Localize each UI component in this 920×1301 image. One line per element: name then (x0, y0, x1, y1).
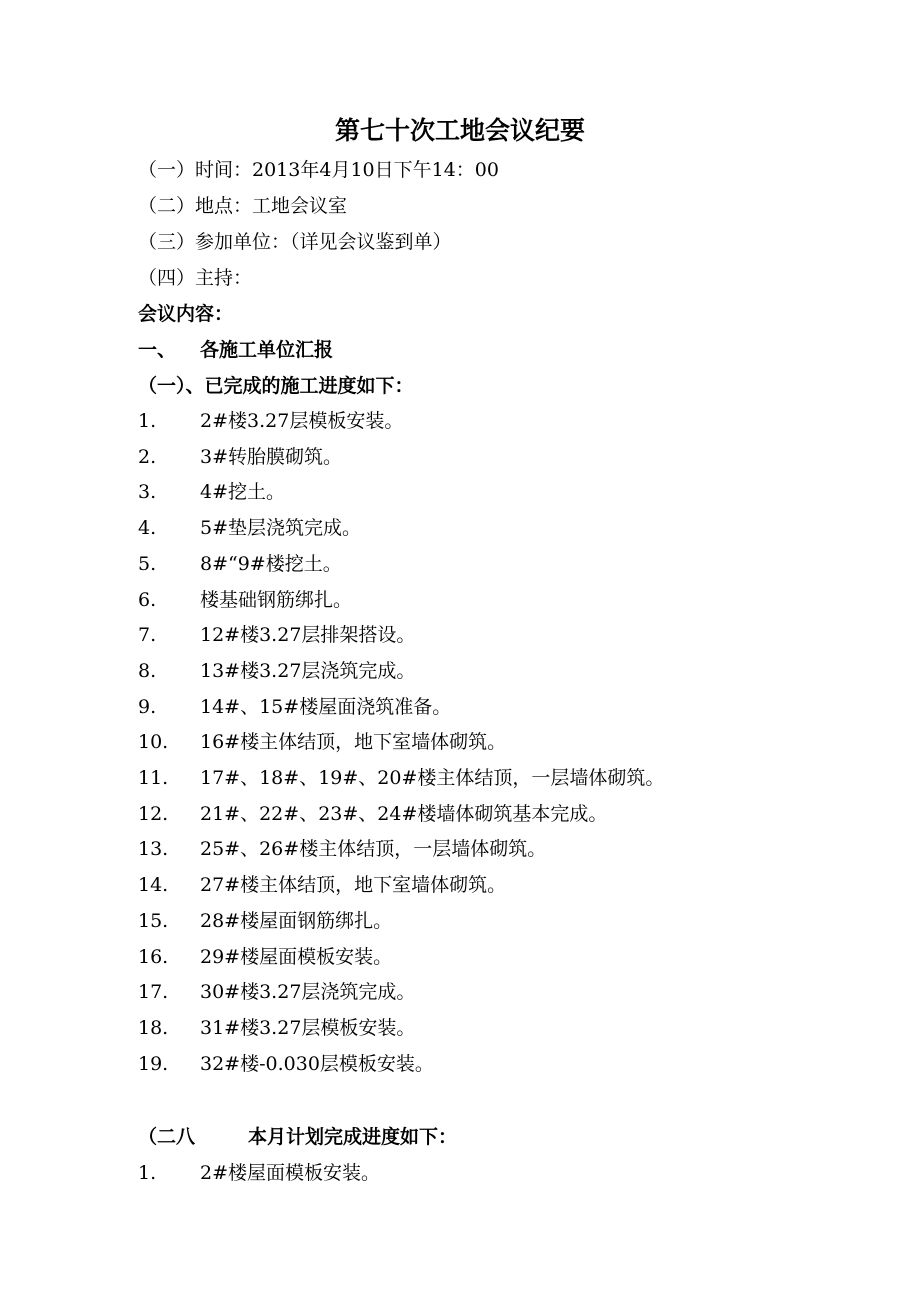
section-title: 各施工单位汇报 (200, 339, 334, 361)
list-item-number: 11. (138, 767, 169, 789)
list-item-number: 7. (138, 624, 157, 647)
list-item-text: 13#楼3.27层浇筑完成。 (200, 659, 416, 682)
list-item-number: 16. (138, 945, 169, 968)
list-item-text: 28#楼屋面钢筋绑扎。 (200, 909, 393, 932)
meta-participants: （三）参加单位：（详见会议鉴到单） (138, 231, 452, 253)
subsection-title: 本月计划完成进度如下： (248, 1126, 458, 1148)
list-item-text: 2#楼3.27层模板安装。 (200, 410, 404, 432)
list-item-text: 5#垫层浇筑完成。 (200, 517, 362, 540)
list-item-number: 19. (138, 1052, 169, 1075)
list-item-text: 27#楼主体结顶，地下室墙体砌筑。 (200, 874, 507, 897)
content-heading: 会议内容： (138, 303, 234, 325)
list-item-text: 4#挖土。 (200, 481, 286, 504)
list-item-text: 8#“9#楼挖土。 (200, 552, 342, 575)
list-item-text: 25#、26#楼主体结顶，一层墙体砌筑。 (200, 838, 547, 861)
list-item-number: 10. (138, 731, 169, 754)
list-item-text: 29#楼屋面模板安装。 (200, 945, 393, 968)
list-item-number: 3. (138, 481, 157, 504)
list-item-number: 15. (138, 909, 169, 932)
list-item-text: 楼基础钢筋绑扎。 (200, 588, 353, 611)
subsection-heading: （一）、已完成的施工进度如下： (138, 375, 414, 397)
meta-location: （二）地点：工地会议室 (138, 195, 348, 217)
list-item-text: 31#楼3.27层模板安装。 (200, 1016, 416, 1039)
list-item-number: 6. (138, 588, 157, 611)
meta-time: （一）时间：2013年4月10日下午14：00 (138, 159, 499, 181)
list-item-number: 2. (138, 445, 157, 468)
document-title: 第七十次工地会议纪要 (334, 116, 585, 145)
list-item-number: 17. (138, 981, 169, 1004)
list-item-number: 12. (138, 802, 169, 825)
list-item-number: 13. (138, 838, 169, 861)
list-item-number: 14. (138, 874, 169, 897)
meta-host: （四）主持： (138, 267, 253, 289)
list-item-number: 18. (138, 1016, 169, 1039)
list-item-number: 8. (138, 659, 157, 682)
list-item-number: 5. (138, 552, 157, 575)
list-item-text: 12#楼3.27层排架搭设。 (200, 624, 416, 647)
list-item-text: 3#转胎膜砌筑。 (200, 445, 343, 468)
list-item-text: 2#楼屋面模板安装。 (200, 1162, 381, 1184)
list-item-text: 17#、18#、19#、20#楼主体结顶，一层墙体砌筑。 (200, 767, 665, 789)
list-item-text: 21#、22#、23#、24#楼墙体砌筑基本完成。 (200, 802, 608, 825)
list-item-number: 4. (138, 517, 157, 540)
list-item-number: 9. (138, 695, 157, 718)
list-item-text: 16#楼主体结顶，地下室墙体砌筑。 (200, 731, 507, 754)
list-item-text: 14#、15#楼屋面浇筑准备。 (200, 695, 452, 718)
list-item-text: 32#楼-0.030层模板安装。 (200, 1052, 434, 1075)
section-number: 一、 (138, 339, 177, 361)
list-item-text: 30#楼3.27层浇筑完成。 (200, 981, 416, 1004)
subsection-number: （二八 (138, 1126, 196, 1148)
list-item-number: 1. (138, 1162, 157, 1184)
list-item-number: 1. (138, 410, 157, 432)
